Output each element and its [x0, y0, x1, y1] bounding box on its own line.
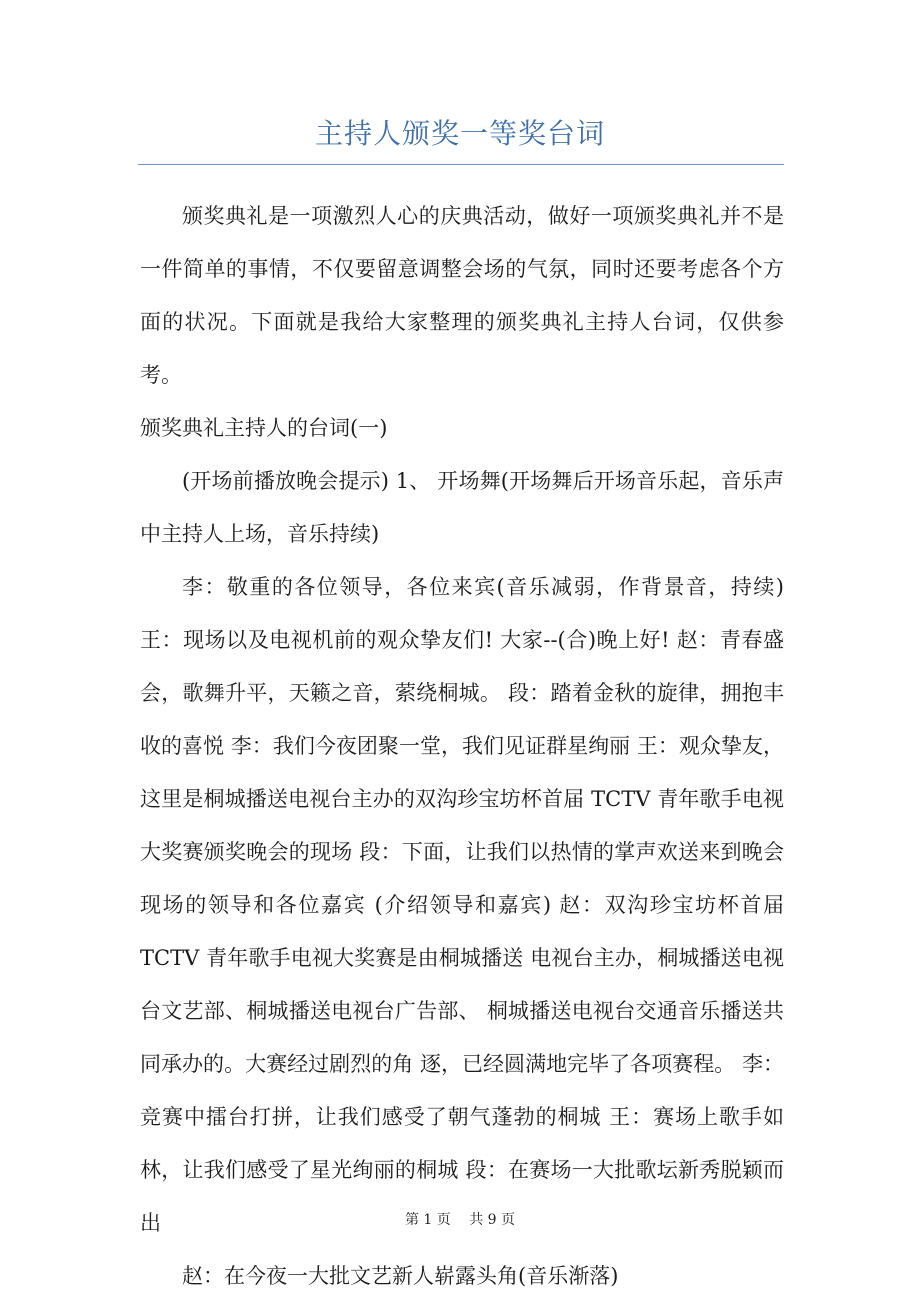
document-title: 主持人颁奖一等奖台词 — [314, 117, 605, 150]
intro-paragraph: 颁奖典礼是一项激烈人心的庆典活动，做好一项颁奖典礼并不是一件简单的事情，不仅要留意调整会场的气氛，同时还要考虑各个方面的状况。下面就是我给大家整理的颁奖典礼主持人台词，仅供参考。 — [140, 204, 784, 387]
title-underline — [138, 164, 784, 165]
opening-paragraph: (开场前播放晚会提示) 1、 开场舞(开场舞后开场音乐起，音乐声中主持人上场，音乐持续) — [140, 469, 784, 546]
script-paragraph: 李：敬重的各位领导，各位来宾(音乐减弱，作背景音，持续) 王：现场以及电视机前的观众挚友们! 大家--(合)晚上好! 赵：青春盛会，歌舞升平，天籁之音，萦绕桐城。 段：踏着金秋的旋律，拥抱丰收的喜悦 李：我们今夜团聚一堂，我们见证群星绚丽 王：观众挚友，这里是桐城播送电视台主办的双沟珍宝坊杯首届 TCTV 青年歌手电视大奖赛颁奖晚会的现场 段：下面，让我们以热情的掌声欢送来到晚会现场的领导和各位嘉宾 (介绍领导和嘉宾) 赵：双沟珍宝坊杯首届 TCTV 青年歌手电视大奖赛是由桐城播送 电视台主办，桐城播送电视台文艺部、桐城播送电视台广告部、 桐城播送电视台交通音乐播送共同承办的。大赛经过剧烈的角 逐，已经圆满地完毕了各项赛程。 李：竞赛中擂台打拼，让我们感受了朝气蓬勃的桐城 王：赛场上歌手如林，让我们感受了星光绚丽的桐城 段：在赛场一大批歌坛新秀脱颖而出 — [140, 575, 784, 1235]
page-total: 共 9 页 — [469, 1212, 516, 1228]
page-footer — [0, 1209, 920, 1229]
document-body — [140, 190, 784, 1303]
closing-line-paragraph: 赵：在今夜一大批文艺新人崭露头角(音乐渐落) — [182, 1264, 619, 1288]
section-heading: 颁奖典礼主持人的台词(一) — [140, 416, 388, 440]
page-number: 第 1 页 — [404, 1212, 451, 1228]
